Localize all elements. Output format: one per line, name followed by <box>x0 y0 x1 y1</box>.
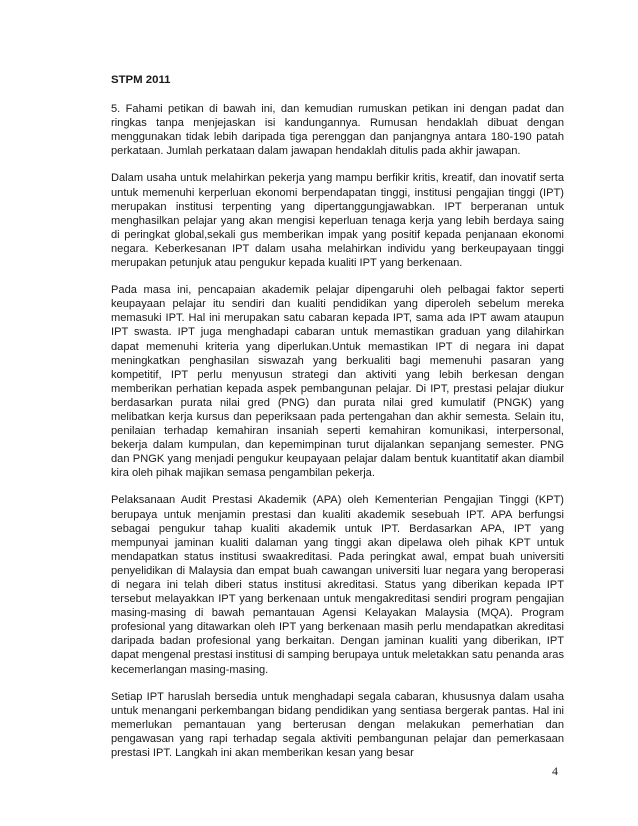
passage-paragraph-2: Pada masa ini, pencapaian akademik pelajar dipengaruhi oleh pelbagai faktor seperti keupayaan pelajar itu sendiri dan kualiti pendidikan yang diperoleh sebelum mereka memasuki IPT. Hal ini merupakan satu cabaran kepada IPT, sama ada IPT awam ataupun IPT swasta. IPT juga menghadapi cabaran untuk memastikan graduan yang dilahirkan dapat memenuhi kriteria yang diperlukan.Untuk memastikan IPT di negara ini dapat meningkatkan penghasilan siswazah yang berkualiti bagi memenuhi pasaran yang kompetitif, IPT perlu menyusun strategi dan aktiviti yang lebih berkesan dengan memberikan perhatian kepada aspek pembangunan pelajar. Di IPT, prestasi pelajar diukur berdasarkan purata nilai gred (PNG) dan purata nilai gred kumulatif (PNGK) yang melibatkan kerja kursus dan peperiksaan pada pertengahan dan akhir semesta. Selain itu, penilaian terhadap kemahiran insaniah seperti kemahiran komunikasi, interpersonal, bekerja dalam kumpulan, dan kepemimpinan turut dijalankan sepanjang semester. PNG dan PNGK yang menjadi pengukur keupayaan pelajar dalam bentuk kuantitatif akan diambil kira oleh pihak majikan semasa pengambilan pekerja. <box>111 284 564 480</box>
page-number: 4 <box>552 764 558 778</box>
passage-paragraph-3: Pelaksanaan Audit Prestasi Akademik (APA) oleh Kementerian Pengajian Tinggi (KPT) berupaya untuk menjamin prestasi dan kualiti akademik sesebuah IPT. APA berfungsi sebagai pengukur tahap kualiti akademik untuk IPT. Berdasarkan APA, IPT yang mempunyai jaminan kualiti dalaman yang tinggi akan dipelawa oleh pihak KPT untuk mendapatkan status institusi swaakreditasi. Pada peringkat awal, empat buah universiti penyelidikan di Malaysia dan empat buah cawangan universiti luar negara yang beroperasi di negara ini telah diberi status institusi akreditasi. Status yang diberikan kepada IPT tersebut melayakkan IPT yang berkenaan untuk mengakreditasi sendiri program pengajian masing-masing di bawah pemantauan Agensi Kelayakan Malaysia (MQA). Program profesional yang ditawarkan oleh IPT yang berkenaan masih perlu mendapatkan akreditasi daripada badan profesional yang berkaitan. Dengan jaminan kualiti yang diberikan, IPT dapat mengenal prestasi institusi di samping berupaya untuk meletakkan satu penanda aras kecemerlangan masing-masing. <box>111 494 564 676</box>
passage-paragraph-4: Setiap IPT haruslah bersedia untuk menghadapi segala cabaran, khususnya dalam usaha untuk menangani perkembangan bidang pendidikan yang sentiasa bergerak pantas. Hal ini memerlukan pemantauan yang berterusan dengan melakukan pemerhatian dan pengawasan yang rapi terhadap segala aktiviti pembangunan pelajar dan pemerkasaan prestasi IPT. Langkah ini akan memberikan kesan yang besar <box>111 690 564 760</box>
document-body <box>111 73 564 773</box>
passage-paragraph-1: Dalam usaha untuk melahirkan pekerja yang mampu berfikir kritis, kreatif, dan inovatif serta untuk memenuhi kerperluan ekonomi berpendapatan tinggi, institusi pengajian tinggi (IPT) merupakan institusi terpenting yang dipertanggungjawabkan. IPT berperanan untuk menghasilkan pelajar yang akan mengisi keperluan tenaga kerja yang lebih berdaya saing di peringkat global,sekali gus memberikan impak yang positif kepada penjanaan ekonomi negara. Keberkesanan IPT dalam usaha melahirkan individu yang berkeupayaan tinggi merupakan petunjuk atau pengukur kepada kualiti IPT yang berkenaan. <box>111 172 564 270</box>
document-heading: STPM 2011 <box>111 74 171 86</box>
question-instruction: 5. Fahami petikan di bawah ini, dan kemudian rumuskan petikan ini dengan padat dan ringkas tanpa menjejaskan isi kandungannya. Rumusan hendaklah dibuat dengan menggunakan tidak lebih daripada tiga perenggan dan panjangnya antara 180-190 patah perkataan. Jumlah perkataan dalam jawapan hendaklah ditulis pada akhir jawapan. <box>111 103 564 158</box>
